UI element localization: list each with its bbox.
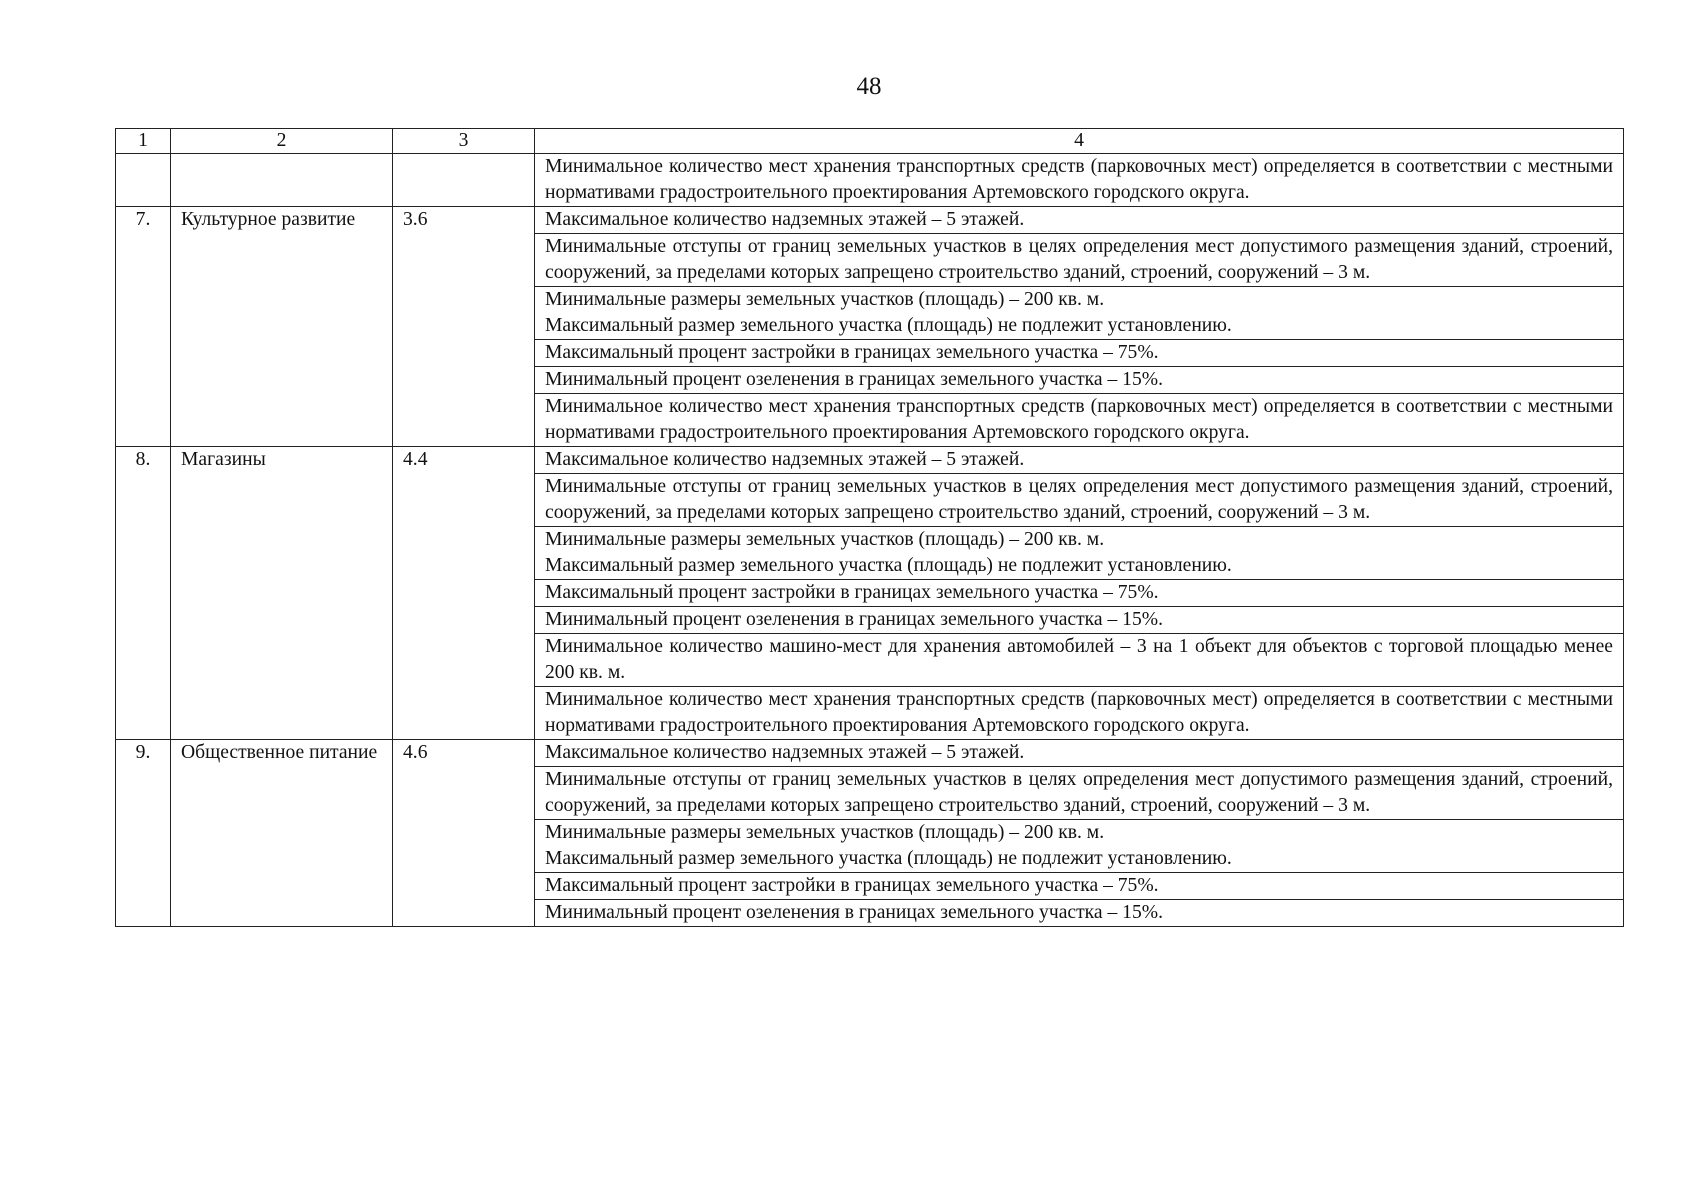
parameter-cell [535, 687, 1624, 740]
use-type-code-cell: 3.6 [393, 207, 535, 447]
continuation-num-cell [116, 154, 171, 207]
row-number-cell: 9. [116, 740, 171, 927]
parameter-text: Максимальное количество надземных этажей – 5 этажей. [545, 449, 1025, 470]
parameter-text: Максимальный процент застройки в границах земельного участка – 75%. [545, 875, 1159, 896]
parameter-text: Максимальный размер земельного участка (площадь) не подлежит установлению. [545, 555, 1232, 576]
parameter-text: Максимальный размер земельного участка (площадь) не подлежит установлению. [545, 315, 1232, 336]
table-row [116, 207, 1624, 234]
parameter-cell [535, 900, 1624, 927]
use-type-name-cell: Культурное развитие [171, 207, 393, 447]
use-type-name-cell: Общественное питание [171, 740, 393, 927]
header-col-2: 2 [171, 129, 393, 154]
parameter-cell [535, 447, 1624, 474]
parameter-text: Максимальное количество надземных этажей – 5 этажей. [545, 209, 1025, 230]
use-type-code-cell: 4.4 [393, 447, 535, 740]
parameter-cell [535, 873, 1624, 900]
table-row [116, 740, 1624, 767]
continuation-param-cell: Минимальное количество мест хранения транспортных средств (парковочных мест) определяется в соответствии с местными нормативами градостроительного проектирования Артемовского городского округа. [535, 154, 1624, 207]
parameter-text: Минимальный процент озеленения в границах земельного участка – 15%. [545, 902, 1163, 923]
header-col-4: 4 [535, 129, 1624, 154]
parameter-text: Минимальное количество машино-мест для хранения автомобилей – 3 на 1 объект для объектов с торговой площадью менее 200 кв. м. [545, 636, 1613, 683]
parameter-text: Минимальные отступы от границ земельных участков в целях определения мест допустимого размещения зданий, строений, сооружений, за пределами которых запрещено строительство зданий, строений, сооружений – 3 м. [545, 769, 1613, 816]
parameter-cell [535, 394, 1624, 447]
parameter-cell [535, 820, 1624, 873]
parameter-cell [535, 527, 1624, 580]
parameter-cell [535, 367, 1624, 394]
parameter-cell [535, 767, 1624, 820]
parameter-cell [535, 340, 1624, 367]
row-number-cell: 7. [116, 207, 171, 447]
parameter-text: Минимальное количество мест хранения транспортных средств (парковочных мест) определяется в соответствии с местными нормативами градостроительного проектирования Артемовского городского округа. [545, 689, 1613, 736]
parameter-text: Минимальное количество мест хранения транспортных средств (парковочных мест) определяется в соответствии с местными нормативами градостроительного проектирования Артемовского городского округа. [545, 396, 1613, 443]
parameter-text: Максимальный процент застройки в границах земельного участка – 75%. [545, 342, 1159, 363]
parameter-cell [535, 234, 1624, 287]
table-body [116, 154, 1624, 927]
parameter-cell [535, 580, 1624, 607]
parameter-cell [535, 607, 1624, 634]
parameter-cell [535, 740, 1624, 767]
row-number-cell: 8. [116, 447, 171, 740]
continuation-code-cell [393, 154, 535, 207]
parameter-text: Максимальное количество надземных этажей – 5 этажей. [545, 742, 1025, 763]
table-row [116, 447, 1624, 474]
parameter-cell [535, 474, 1624, 527]
parameter-text: Максимальный процент застройки в границах земельного участка – 75%. [545, 582, 1159, 603]
use-type-code-cell: 4.6 [393, 740, 535, 927]
parameter-text: Минимальные размеры земельных участков (площадь) – 200 кв. м. [545, 289, 1105, 310]
parameter-text: Максимальный размер земельного участка (площадь) не подлежит установлению. [545, 848, 1232, 869]
parameter-text: Минимальные отступы от границ земельных участков в целях определения мест допустимого размещения зданий, строений, сооружений, за пределами которых запрещено строительство зданий, строений, сооружений – 3 м. [545, 476, 1613, 523]
continuation-row [116, 154, 1624, 207]
use-type-name-cell: Магазины [171, 447, 393, 740]
parameter-text: Минимальный процент озеленения в границах земельного участка – 15%. [545, 609, 1163, 630]
parameter-cell [535, 634, 1624, 687]
parameter-text: Минимальные размеры земельных участков (площадь) – 200 кв. м. [545, 822, 1105, 843]
continuation-name-cell [171, 154, 393, 207]
header-col-3: 3 [393, 129, 535, 154]
parameter-cell [535, 287, 1624, 340]
page-number: 48 [856, 73, 882, 100]
table-header-row [116, 129, 1624, 154]
parameter-cell [535, 207, 1624, 234]
parameter-text: Минимальный процент озеленения в границах земельного участка – 15%. [545, 369, 1163, 390]
header-col-1: 1 [116, 129, 171, 154]
parameter-text: Минимальные отступы от границ земельных участков в целях определения мест допустимого размещения зданий, строений, сооружений, за пределами которых запрещено строительство зданий, строений, сооружений – 3 м. [545, 236, 1613, 283]
regulations-table [115, 128, 1624, 927]
parameter-text: Минимальные размеры земельных участков (площадь) – 200 кв. м. [545, 529, 1105, 550]
